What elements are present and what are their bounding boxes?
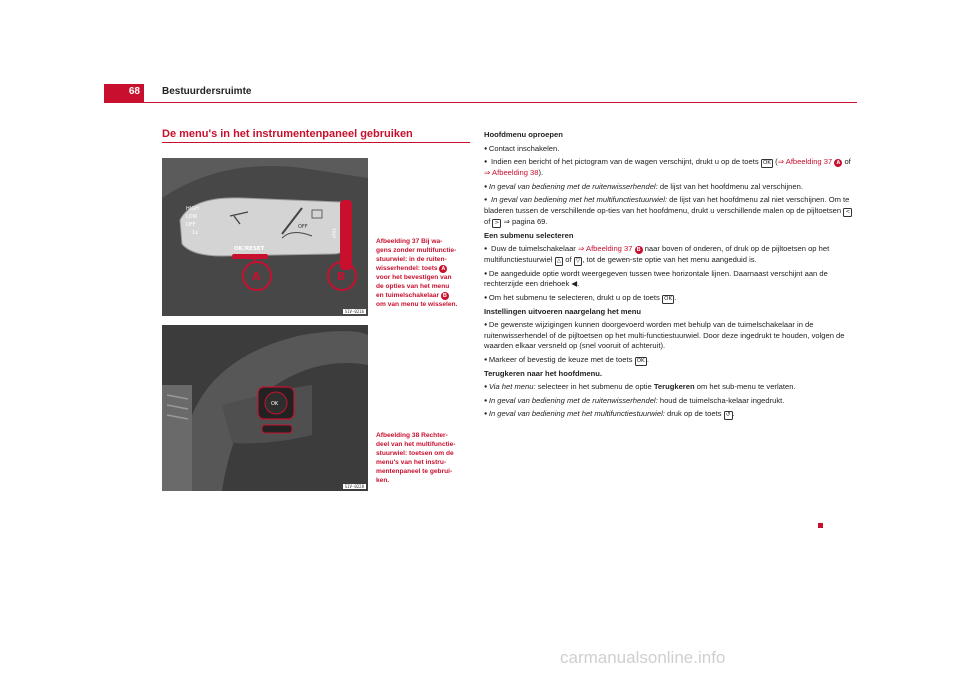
figure-37-caption: Afbeelding 37 Bij wa- gens zonder multifunctie- stuurwiel: in de ruiten- wisserhendel: toets A voor het bevestigen van de opties van het menu en tuimelschakelaar B om van menu te wisselen. (376, 238, 458, 308)
heading-main-menu: Hoofdmenu oproepen (484, 130, 563, 139)
ok-button-label: OK (271, 401, 279, 407)
section-rule (162, 142, 470, 143)
bullet: ● In geval van bediening met de ruitenwisserhendel: houd de tuimelscha-kelaar ingedrukt. (484, 396, 854, 407)
watermark: carmanualsonline.info (560, 648, 726, 667)
figure-38-steering-wheel (162, 325, 368, 491)
wiper-stalk-illustration (162, 158, 368, 316)
bullet: ● In geval van bediening met de ruitenwisserhendel: de lijst van het hoofdmenu zal verschijnen. (484, 182, 854, 193)
label-off: OFF (186, 222, 196, 228)
label-off-right: OFF (298, 224, 308, 230)
down-arrow-key-icon: ▽ (574, 257, 583, 266)
link-figure-37[interactable]: ⇒ Afbeelding 37 (577, 244, 633, 253)
label-high: HIGH (186, 206, 199, 212)
heading-submenu: Een submenu selecteren (484, 230, 574, 240)
callout-a: A (252, 270, 261, 283)
label-low: LOW (186, 214, 198, 220)
chapter-title: Bestuurdersruimte (162, 86, 252, 97)
bullet: ● De aangeduide optie wordt weergegeven tussen twee horizontale lijnen. Daarnaast verschijnt aan de rechterzijde een driehoek ◀. (484, 269, 854, 290)
link-figure-37[interactable]: ⇒ Afbeelding 37 (777, 157, 833, 166)
ok-key-icon: OK (662, 295, 674, 304)
ok-key-icon: OK (635, 357, 647, 366)
label-trip: TRIP (330, 228, 335, 238)
circle-b: B (441, 292, 449, 300)
bullet: ● Om het submenu te selecteren, drukt u op de toets OK . (484, 293, 854, 304)
bullet: ● Duw de tuimelschakelaar ⇒ Afbeelding 37 B naar boven of onderen, of druk op de pijltoetsen op het multifunctiestuurwiel △ of ▽ , tot de gewen-ste optie van het menu aangeduid is. (484, 244, 854, 266)
heading-return: Terugkeren naar het hoofdmenu. (484, 368, 602, 378)
bullet: ● De gewenste wijzigingen kunnen doorgevoerd worden met behulp van de tuimelschakelaar in de ruitenwisserhendel of de pijltoetsen op het multi-functiestuurwiel. Door deze ingedrukt te houden, volgen de waarden elkaar versneld op (snel vooruit of achteruit). (484, 320, 854, 352)
body-text-column (484, 128, 854, 423)
figure-code: S1V-0228 (344, 484, 364, 489)
up-arrow-key-icon: △ (555, 257, 564, 266)
figure-38-caption: Afbeelding 38 Rechter- deel van het multifunctie- stuurwiel: toetsen om de menu's van het instru- mentenpaneel te gebrui- ken. (376, 432, 456, 484)
label-1x: 1x (192, 230, 199, 236)
bullet: ● Via het menu: selecteer in het submenu de optie Terugkeren om het sub-menu te verlaten. (484, 382, 854, 393)
figure-code: S1V-0216 (344, 309, 364, 314)
bullet: ● Indien een bericht of het pictogram van de wagen verschijnt, drukt u op de toets OK (⇒ Afbeelding 37 A of ⇒ Afbeelding 38). (484, 157, 854, 179)
ok-key-icon: OK (761, 159, 773, 168)
link-figure-38[interactable]: ⇒ Afbeelding 38 (484, 168, 539, 177)
page-number: 68 (128, 86, 140, 97)
left-arrow-key-icon: < (843, 208, 852, 217)
circle-a: A (439, 265, 447, 273)
back-key-icon: ↺ (724, 411, 733, 420)
section-title: De menu's in het instrumentenpaneel gebruiken (162, 128, 413, 140)
end-marker (818, 523, 823, 528)
circle-a: A (834, 159, 842, 167)
figure-37-wiper-stalk (162, 158, 368, 316)
callout-b: B (337, 270, 346, 283)
right-arrow-key-icon: > (492, 219, 501, 228)
bullet: ● In geval van bediening met het multifunctiestuurwiel: de lijst van het hoofdmenu zal niet verschijnen. Om te bladeren tussen de verschillende op-ties van het hoofdmenu, drukt u verschillende malen op de pijltoetsen < of > ⇒ pagina 69. (484, 195, 854, 228)
bullet: ● Markeer of bevestig de keuze met de toets OK . (484, 355, 854, 366)
steering-wheel-illustration (162, 325, 368, 491)
heading-settings: Instellingen uitvoeren naargelang het menu (484, 306, 641, 316)
bullet: ● Contact inschakelen. (484, 144, 854, 155)
circle-b: B (635, 246, 643, 254)
bullet: ● In geval van bediening met het multifunctiestuurwiel: druk op de toets ↺ . (484, 409, 854, 420)
label-okreset: OK/RESET (234, 246, 265, 252)
header-rule (104, 102, 857, 103)
triangle-icon: ◀ (571, 279, 578, 288)
